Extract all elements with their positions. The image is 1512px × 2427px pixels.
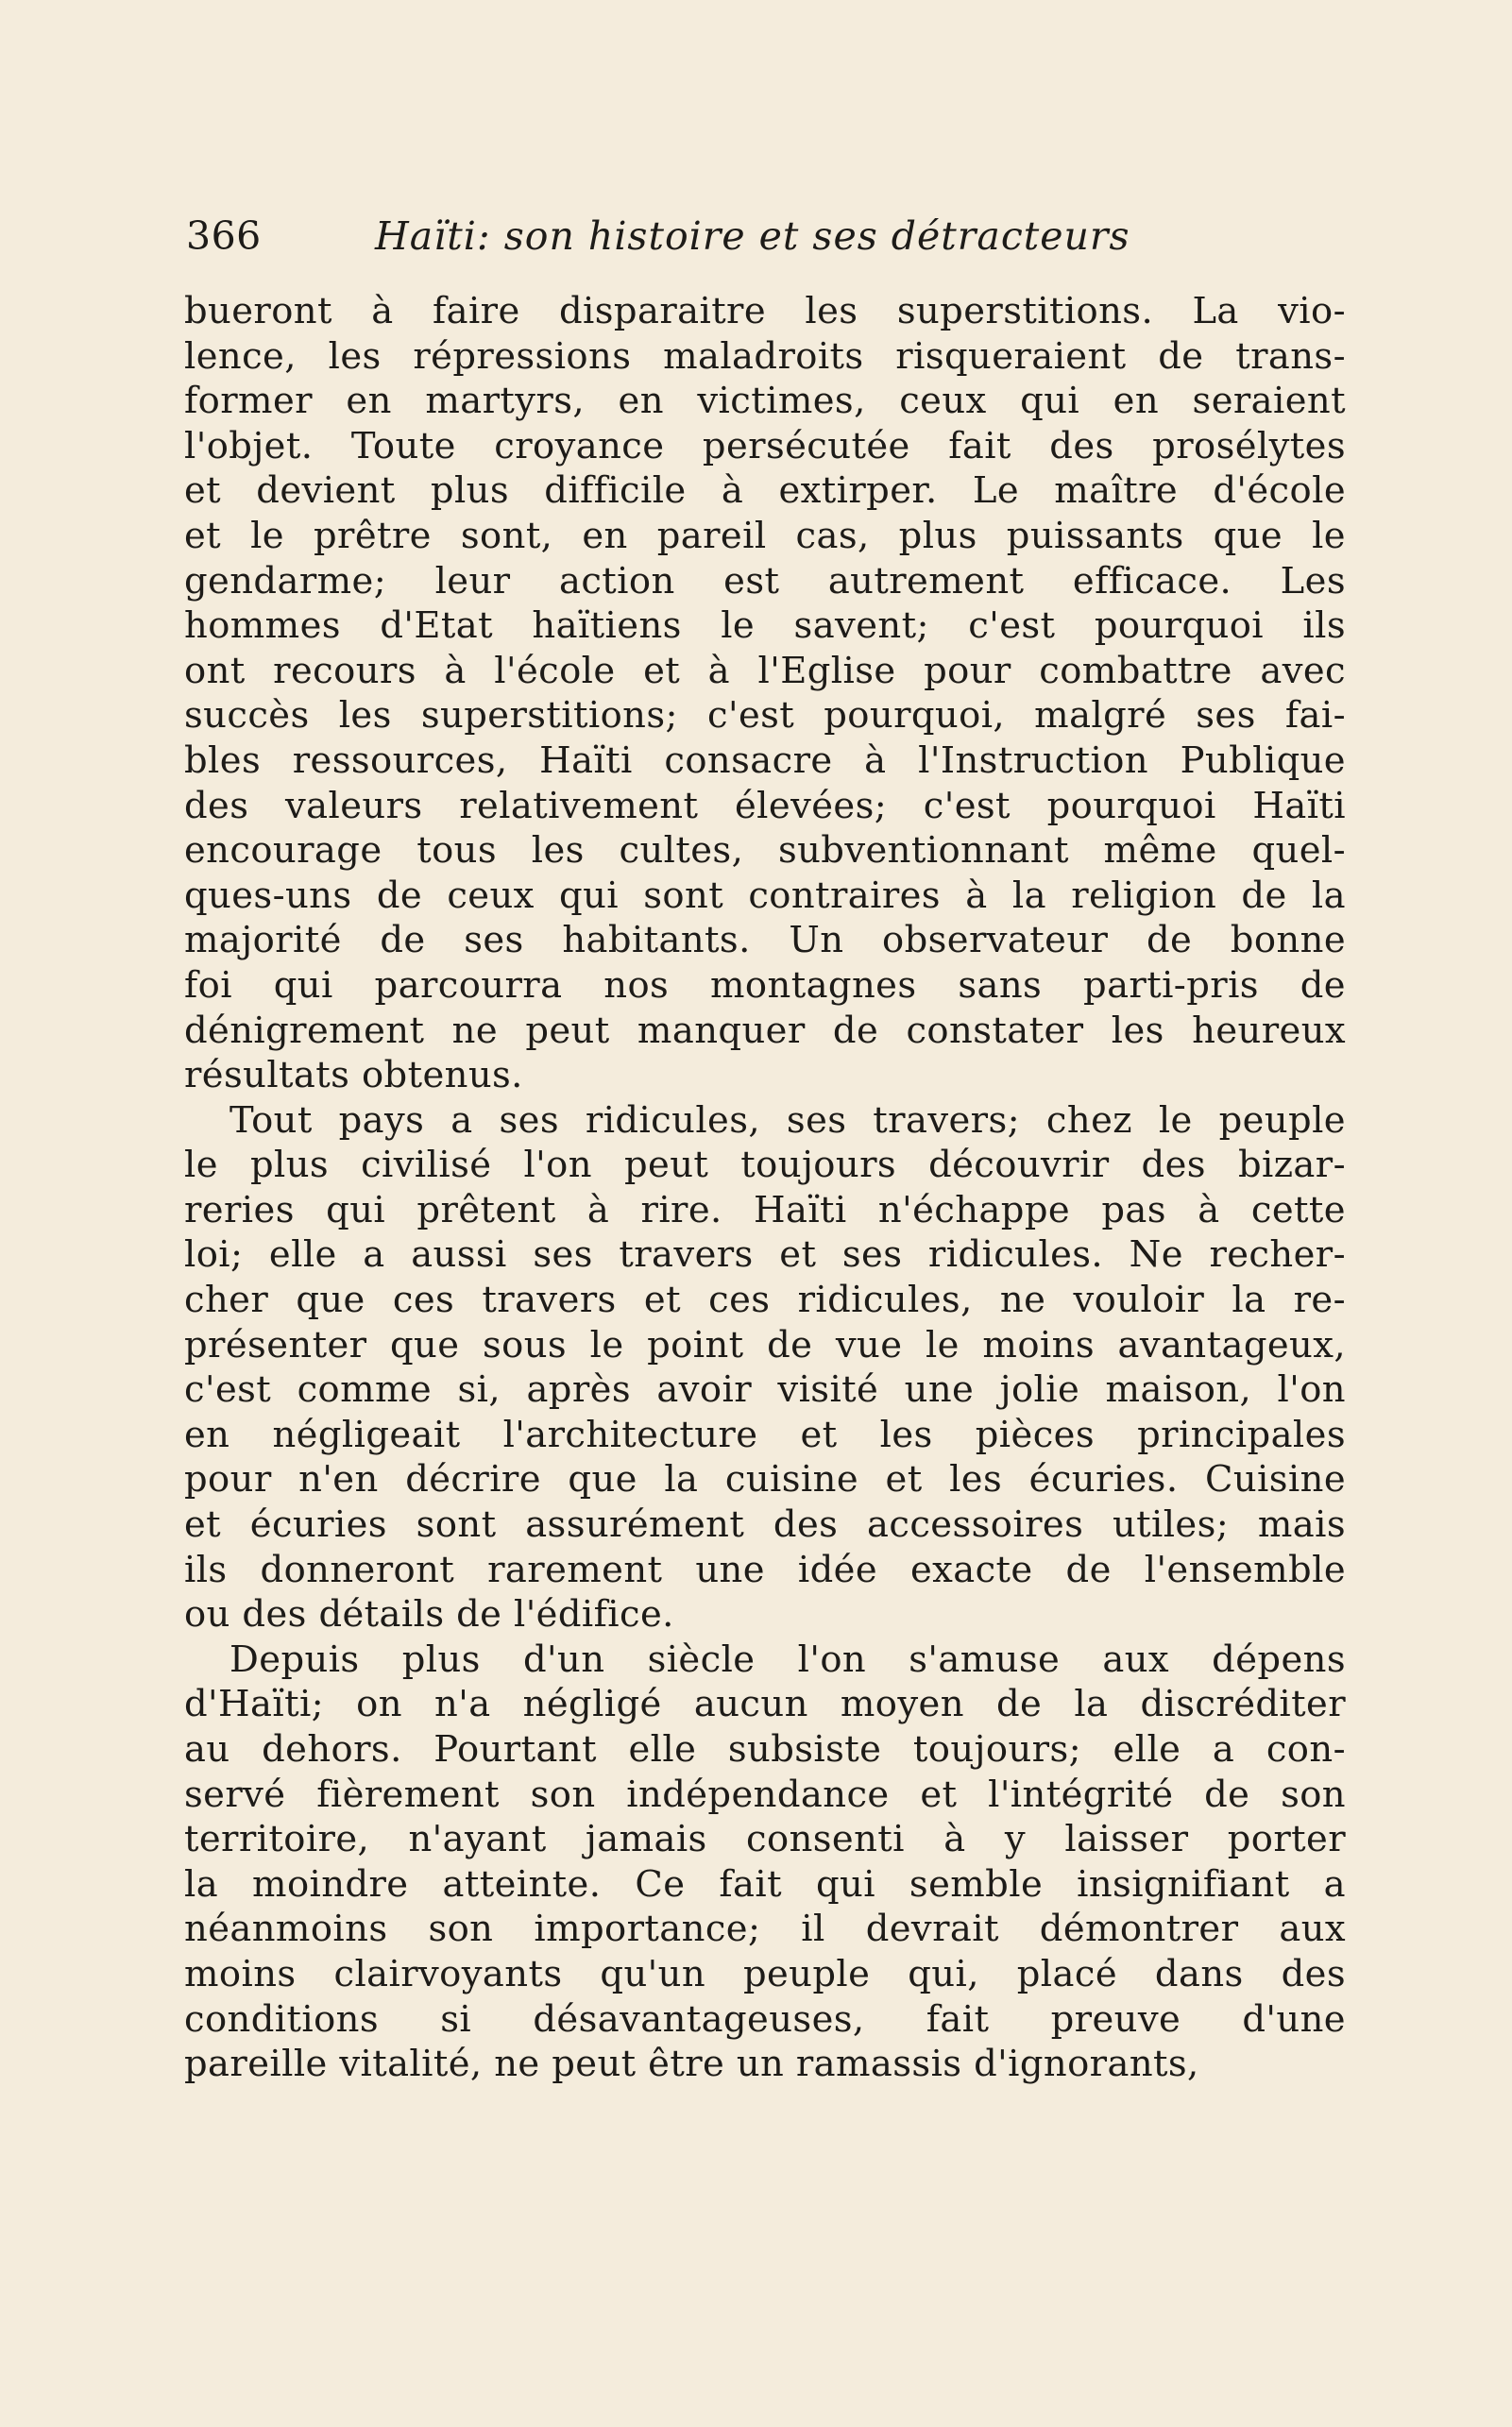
paragraph <box>184 289 1346 1098</box>
text-line: moins clairvoyants qu'un peuple qui, placé dans des <box>184 1952 1346 1995</box>
text-line: bles ressources, Haïti consacre à l'Instruction Publique <box>184 738 1346 782</box>
text-line: Tout pays a ses ridicules, ses travers; chez le peuple <box>229 1098 1346 1142</box>
text-line: ils donneront rarement une idée exacte de l'ensemble <box>184 1548 1346 1591</box>
text-line: la moindre atteinte. Ce fait qui semble insignifiant a <box>184 1862 1346 1906</box>
paragraph <box>184 1098 1346 1638</box>
page-header <box>186 208 1348 264</box>
text-line: pareille vitalité, ne peut être un ramassis d'ignorants, <box>184 2043 1199 2086</box>
text-line: lence, les répressions maladroits risqueraient de trans- <box>184 334 1346 378</box>
paragraph <box>184 1638 1346 2087</box>
text-line: présenter que sous le point de vue le moins avantageux, <box>184 1323 1346 1366</box>
text-line: et devient plus difficile à extirper. Le maître d'école <box>184 469 1346 513</box>
text-line: pour n'en décrire que la cuisine et les écuries. Cuisine <box>184 1458 1346 1502</box>
text-line: néanmoins son importance; il devrait démontrer aux <box>184 1908 1346 1951</box>
text-line: conditions si désavantageuses, fait preuve d'une <box>184 1997 1346 2041</box>
text-line: ou des détails de l'édifice. <box>184 1593 674 1637</box>
page-number: 366 <box>186 213 262 259</box>
text-line: territoire, n'ayant jamais consenti à y laisser porter <box>184 1818 1346 1861</box>
text-line: et le prêtre sont, en pareil cas, plus puissants que le <box>184 514 1346 557</box>
text-line: former en martyrs, en victimes, ceux qui en seraient <box>184 380 1346 423</box>
text-line: loi; elle a aussi ses travers et ses ridicules. Ne recher- <box>184 1233 1346 1277</box>
text-line: et écuries sont assurément des accessoires utiles; mais <box>184 1503 1346 1547</box>
text-line: en négligeait l'architecture et les pièces principales <box>184 1413 1346 1456</box>
text-line: succès les superstitions; c'est pourquoi, malgré ses fai- <box>184 694 1346 738</box>
text-line: bueront à faire disparaitre les superstitions. La vio- <box>184 290 1346 332</box>
text-line: cher que ces travers et ces ridicules, ne vouloir la re- <box>184 1279 1346 1322</box>
text-line: d'Haïti; on n'a négligé aucun moyen de la discréditer <box>184 1683 1346 1726</box>
running-title: Haïti: son histoire et ses détracteurs <box>375 213 1130 259</box>
text-line: encourage tous les cultes, subventionnant même quel- <box>184 829 1346 873</box>
text-line: des valeurs relativement élevées; c'est pourquoi Haïti <box>184 784 1346 827</box>
text-line: ont recours à l'école et à l'Eglise pour combattre avec <box>184 649 1346 692</box>
text-line: c'est comme si, après avoir visité une jolie maison, l'on <box>184 1368 1346 1412</box>
text-line: hommes d'Etat haïtiens le savent; c'est pourquoi ils <box>184 604 1346 648</box>
text-line: Depuis plus d'un siècle l'on s'amuse aux dépens <box>229 1638 1346 1681</box>
text-line: majorité de ses habitants. Un observateur de bonne <box>184 919 1346 962</box>
body-text <box>184 289 1346 2087</box>
text-line: gendarme; leur action est autrement efficace. Les <box>184 559 1346 603</box>
text-line: l'objet. Toute croyance persécutée fait des prosélytes <box>184 424 1346 467</box>
text-line: résultats obtenus. <box>184 1054 523 1097</box>
text-line: au dehors. Pourtant elle subsiste toujours; elle a con- <box>184 1728 1346 1771</box>
text-line: le plus civilisé l'on peut toujours découvrir des bizar- <box>184 1144 1346 1187</box>
text-line: dénigrement ne peut manquer de constater les heureux <box>184 1009 1346 1052</box>
text-line: servé fièrement son indépendance et l'intégrité de son <box>184 1773 1346 1816</box>
text-line: foi qui parcourra nos montagnes sans parti-pris de <box>184 963 1346 1007</box>
text-line: reries qui prêtent à rire. Haïti n'échappe pas à cette <box>184 1188 1346 1231</box>
text-line: ques-uns de ceux qui sont contraires à la religion de la <box>184 874 1346 917</box>
